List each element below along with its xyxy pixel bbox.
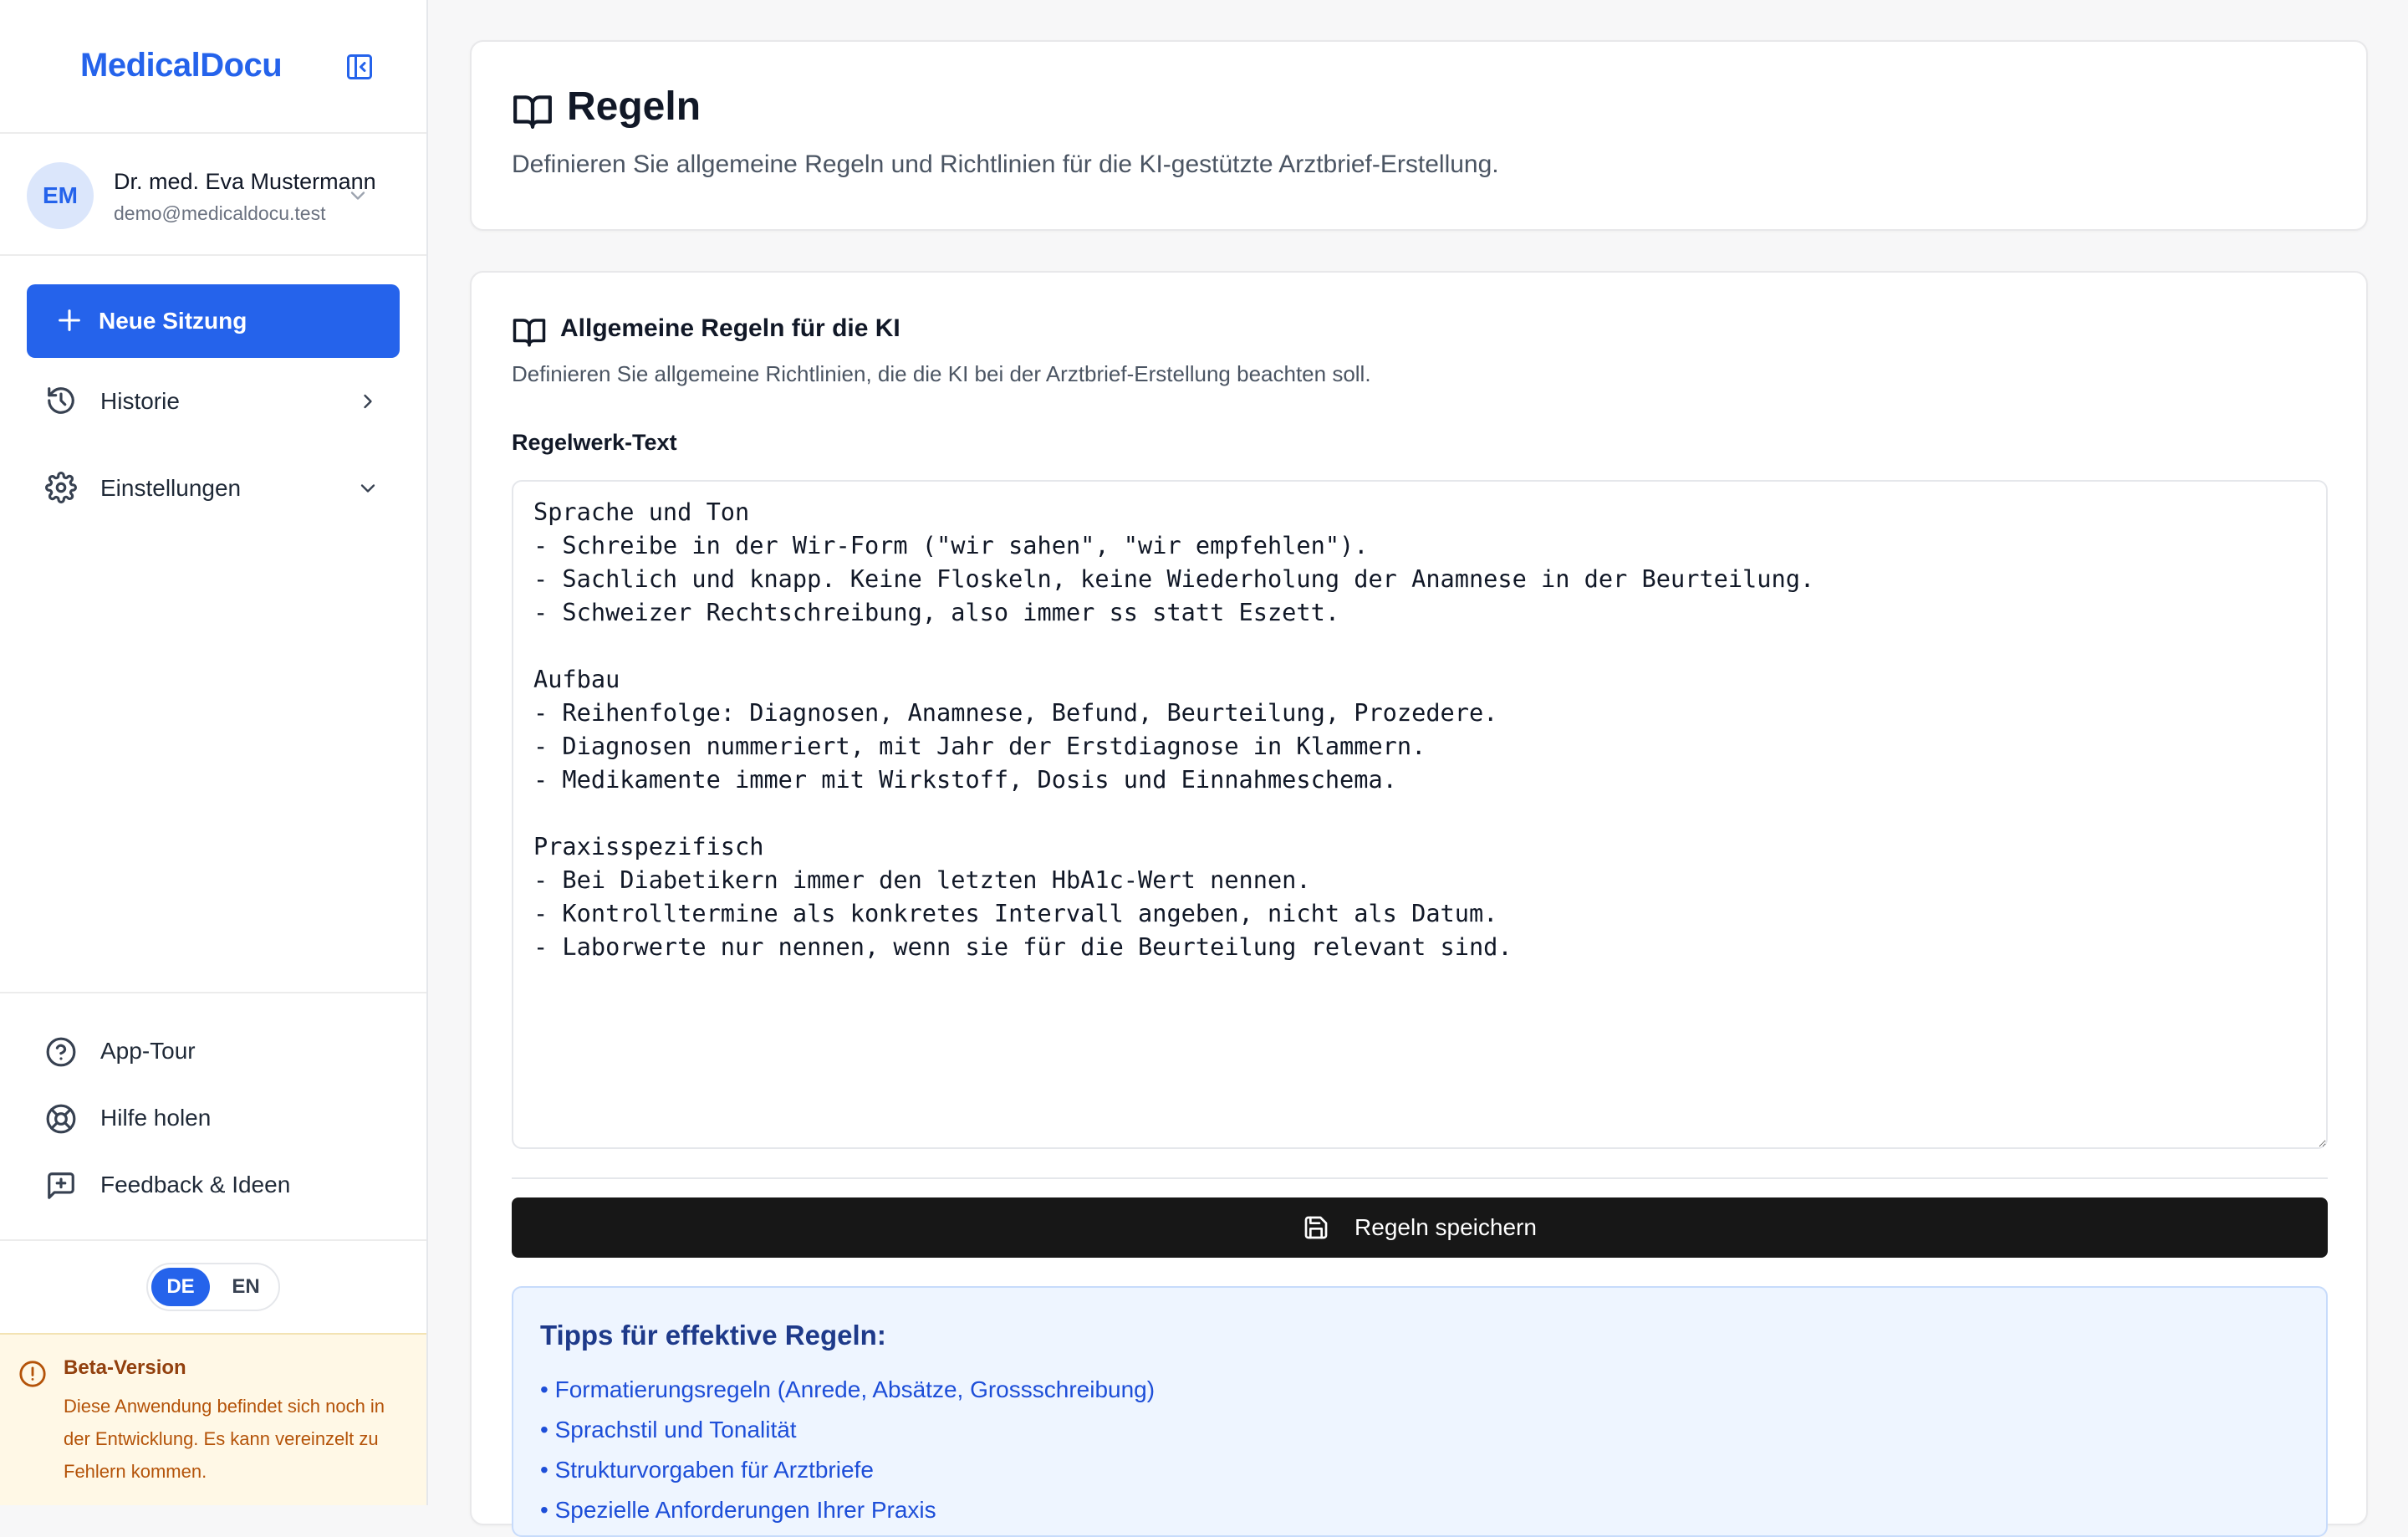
- list-item: • Strukturvorgaben für Arztbriefe: [540, 1450, 1155, 1490]
- rules-textarea[interactable]: [512, 480, 2328, 1149]
- user-email: demo@medicaldocu.test: [114, 202, 326, 224]
- page-title: Regeln: [567, 84, 701, 129]
- section-title: Allgemeine Regeln für die KI: [560, 314, 900, 342]
- save-label: Regeln speichern: [1354, 1214, 1537, 1240]
- language-toggle: [146, 1263, 280, 1311]
- tips-box: [512, 1286, 2328, 1537]
- language-de-button[interactable]: DE: [151, 1268, 210, 1306]
- sidebar-item-label: Historie: [100, 388, 180, 414]
- sidebar-item-historie[interactable]: [27, 368, 400, 435]
- user-name: Dr. med. Eva Mustermann: [114, 169, 376, 194]
- sidebar-item-label: Einstellungen: [100, 475, 242, 501]
- save-rules-button[interactable]: [512, 1197, 2328, 1258]
- rules-card: [470, 271, 2368, 1525]
- divider: [0, 1239, 426, 1241]
- list-item: • Sprachstil und Tonalität: [540, 1410, 1155, 1450]
- chevron-down-icon: [346, 184, 370, 207]
- new-session-button[interactable]: [27, 284, 400, 358]
- sidebar-item-feedback[interactable]: [27, 1156, 400, 1214]
- app-logo[interactable]: MedicalDocu: [80, 47, 283, 84]
- sidebar-item-app-tour[interactable]: [27, 1022, 400, 1080]
- sidebar: [0, 0, 428, 1505]
- sidebar-item-hilfe[interactable]: [27, 1089, 400, 1147]
- section-subtitle: Definieren Sie allgemeine Richtlinien, die die KI bei der Arztbrief-Erstellung beachten soll.: [512, 361, 1371, 386]
- page-header-card: [470, 40, 2368, 231]
- page-subtitle: Definieren Sie allgemeine Regeln und Richtlinien für die KI-gestützte Arztbrief-Erstellung.: [512, 151, 1499, 178]
- chevron-down-icon: [356, 477, 380, 500]
- tips-list: [540, 1370, 1155, 1530]
- list-item: • Spezielle Anforderungen Ihrer Praxis: [540, 1490, 1155, 1530]
- lifebuoy-icon: [45, 1103, 77, 1135]
- history-icon: [45, 385, 77, 416]
- help-circle-icon: [45, 1036, 77, 1068]
- chevron-right-icon: [356, 390, 380, 413]
- settings-icon: [45, 472, 77, 503]
- rules-text-label: Regelwerk-Text: [512, 430, 677, 455]
- sidebar-item-label: App-Tour: [100, 1038, 196, 1064]
- sidebar-item-einstellungen[interactable]: [27, 455, 400, 522]
- list-item: • Formatierungsregeln (Anrede, Absätze, Grossschreibung): [540, 1370, 1155, 1410]
- alert-circle-icon: [18, 1360, 47, 1388]
- new-session-label: Neue Sitzung: [99, 308, 247, 334]
- avatar: EM: [27, 162, 94, 229]
- plus-icon: [55, 306, 84, 334]
- beta-text: Diese Anwendung befindet sich noch in der Entwicklung. Es kann vereinzelt zu Fehlern kommen.: [64, 1396, 385, 1482]
- beta-notice: [0, 1333, 426, 1505]
- book-open-icon: [512, 314, 547, 350]
- divider: [0, 992, 426, 993]
- divider: [512, 1177, 2328, 1179]
- beta-title: Beta-Version: [64, 1356, 186, 1379]
- sidebar-header: [0, 0, 426, 134]
- tips-title: Tipps für effektive Regeln:: [540, 1320, 886, 1351]
- feedback-icon: [45, 1170, 77, 1202]
- collapse-sidebar-icon[interactable]: [343, 50, 376, 84]
- sidebar-item-label: Hilfe holen: [100, 1105, 212, 1131]
- language-en-button[interactable]: EN: [232, 1275, 260, 1298]
- save-icon: [1303, 1214, 1329, 1241]
- book-open-icon: [512, 90, 554, 132]
- sidebar-item-label: Feedback & Ideen: [100, 1172, 291, 1197]
- user-menu[interactable]: [0, 135, 426, 256]
